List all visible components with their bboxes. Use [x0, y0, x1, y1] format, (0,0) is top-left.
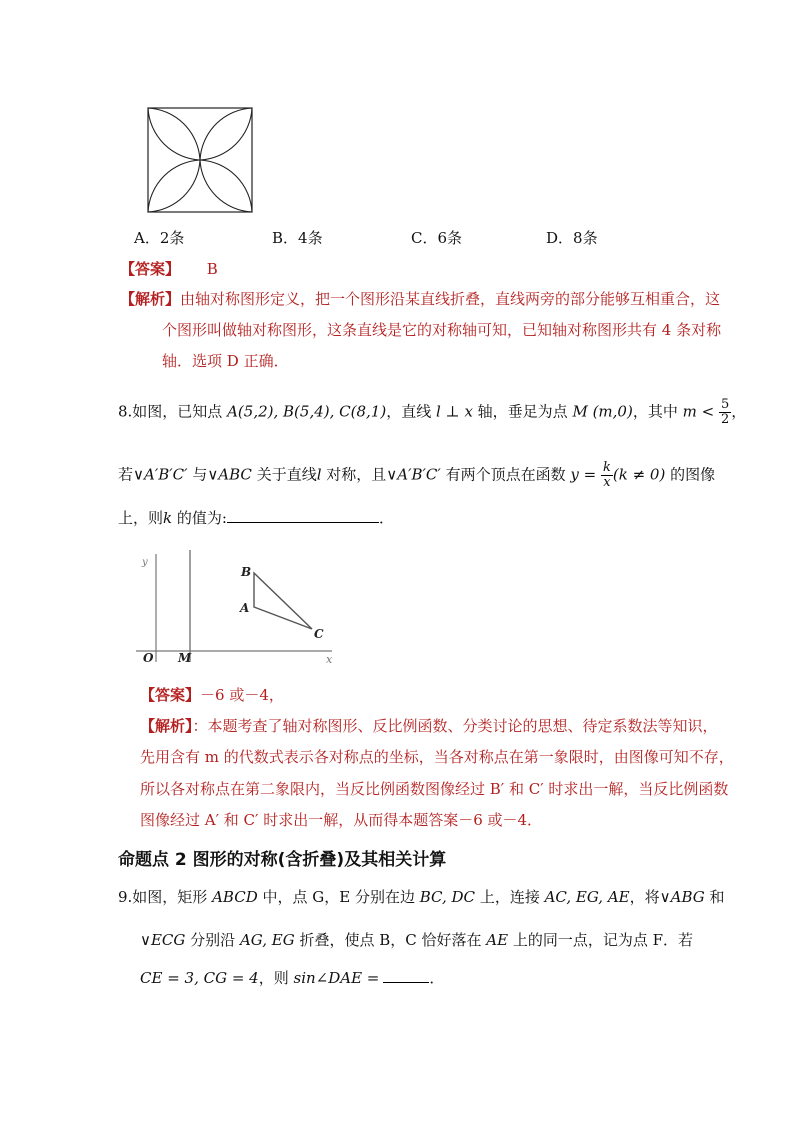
- petal-top-left: [148, 108, 200, 160]
- analysis-tag: 【解析】: [140, 717, 193, 735]
- q8-analysis-line-1: [140, 716, 718, 736]
- q8-line-3: [118, 508, 394, 528]
- q8-line-2: [118, 461, 715, 490]
- q8-text: 有两个顶点在函数: [440, 465, 571, 484]
- label-y: y: [142, 557, 148, 568]
- q7-answer: [120, 259, 218, 279]
- q8-m-condition: m <: [682, 402, 715, 421]
- fraction-denominator: 2: [720, 412, 730, 427]
- q8-text: 对称，且∨: [321, 465, 398, 484]
- q8-triangle-prime: A′B′C′: [397, 465, 441, 484]
- q7-option-d: D．8条: [546, 229, 598, 247]
- q9-text: 和: [704, 888, 725, 906]
- q8-text: 轴，垂足为点: [472, 402, 573, 421]
- q8-triangle-prime: A′B′C′: [143, 465, 188, 484]
- q8-perp-symbol: ⊥: [440, 402, 465, 421]
- q8-answer: [140, 685, 284, 705]
- q8-analysis-line-4: 图像经过 A′ 和 C′ 时求出一解，从而得本题答案－6 或－4．: [140, 811, 543, 829]
- fraction-denominator: x: [603, 475, 611, 490]
- q9-text: ，则: [258, 969, 294, 987]
- petal-bottom-right: [200, 160, 252, 212]
- q9-fold-lines: AG, EG: [239, 931, 295, 949]
- q8-analysis-line-3: 所以各对称点在第二象限内，当反比例函数图像经过 B′ 和 C′ 时求出一解，当反比例函数: [140, 780, 729, 798]
- q9-text: ，将∨: [629, 888, 671, 906]
- label-x: x: [326, 653, 333, 666]
- q8-function-y: y =: [570, 465, 597, 484]
- q8-k-condition: (k ≠ 0): [612, 465, 666, 484]
- q8-text: 关于直线: [251, 465, 317, 484]
- q8-text: 8.如图，已知点: [118, 402, 228, 421]
- q8-coordinate-figure: [128, 548, 348, 670]
- q9-text: ．: [429, 969, 445, 987]
- q9-rectangle: ABCD: [212, 888, 258, 906]
- flower-square-figure: [147, 107, 257, 217]
- q9-text: 折叠，使点 B，C 恰好落在: [294, 931, 487, 949]
- q8-line-1: [118, 398, 746, 427]
- q8-analysis-line-2: 先用含有 m 的代数式表示各对称点的坐标，当各对称点在第一象限时，由图像可知不存，: [140, 748, 734, 766]
- q9-given-lengths: CE = 3, CG = 4: [140, 969, 259, 987]
- triangle-abc: [254, 573, 312, 629]
- q7-analysis-line-2: 个图形叫做轴对称图形，这条直线是它的对称轴可知，已知轴对称图形共有 4 条对称: [162, 321, 722, 339]
- answer-tag: 【答案】: [140, 686, 201, 704]
- label-b: B: [241, 565, 252, 579]
- q7-option-c: C．6条: [411, 229, 463, 247]
- section-heading: 命题点 2 图形的对称(含折叠)及其相关计算: [118, 850, 447, 870]
- fraction-numerator: 5: [720, 397, 730, 412]
- q8-point-m: M (m,0): [572, 402, 633, 421]
- q9-triangle-abg: ABG: [670, 888, 705, 906]
- q8-text: 的值为:: [172, 509, 227, 527]
- q9-line-3: [140, 968, 444, 988]
- q9-line-2: [140, 930, 693, 950]
- label-c: C: [314, 627, 324, 641]
- q7-option-b: B．4条: [272, 229, 323, 247]
- q9-sides: BC, DC: [419, 888, 476, 906]
- q8-text: 的图像: [665, 465, 716, 484]
- q8-x: x: [464, 402, 473, 421]
- fraction-k-over-x: [601, 461, 613, 490]
- fraction-numerator: k: [602, 460, 611, 475]
- label-o: O: [143, 651, 154, 665]
- petal-top-right: [200, 108, 252, 160]
- q9-triangle-ecg: ECG: [150, 931, 186, 949]
- q8-text: ，其中: [632, 402, 683, 421]
- q9-text: 上，连接: [475, 888, 545, 906]
- analysis-tag: 【解析】: [120, 290, 181, 308]
- q8-k: k: [163, 509, 173, 527]
- q9-line-1: [118, 887, 725, 907]
- q8-triangle: ABC: [218, 465, 252, 484]
- answer-tag: 【答案】: [120, 260, 181, 278]
- fraction-five-halves: [719, 398, 731, 427]
- q9-segments: AC, EG, AE: [544, 888, 630, 906]
- q9-text: 上的同一点，记为点 F．若: [508, 931, 694, 949]
- petal-bottom-left: [148, 160, 200, 212]
- answer-blank[interactable]: [227, 508, 379, 523]
- q9-segment-ae: AE: [486, 931, 509, 949]
- q9-text: 分别沿: [185, 931, 240, 949]
- answer-value: －6 或－4，: [200, 686, 284, 704]
- q8-points: A(5,2), B(5,4), C(8,1): [227, 402, 387, 421]
- q9-text: 9.如图，矩形: [118, 888, 213, 906]
- q9-text: 中，点 G，E 分别在边: [257, 888, 420, 906]
- q8-text: 与∨: [187, 465, 219, 484]
- analysis-text: 由轴对称图形定义，把一个图形沿某直线折叠，直线两旁的部分能够互相重合，这: [180, 290, 721, 308]
- q7-analysis-line-3: 轴．选项 D 正确．: [162, 352, 289, 370]
- q8-text: ，直线: [386, 402, 436, 421]
- q8-line-l: l: [435, 402, 441, 421]
- q9-sine-expression: sin∠DAE =: [293, 969, 380, 987]
- label-m: M: [178, 651, 192, 665]
- q7-analysis-line-1: [120, 289, 720, 309]
- q8-text: 若∨: [118, 465, 144, 484]
- q7-option-a: A．2条: [134, 229, 185, 247]
- q8-text: 上，则: [118, 509, 164, 527]
- answer-blank[interactable]: [383, 968, 429, 983]
- q8-line-l: l: [316, 465, 322, 484]
- q9-text: ∨: [140, 931, 151, 949]
- analysis-text: ：本题考查了轴对称图形、反比例函数、分类讨论的思想、待定系数法等知识，: [192, 717, 718, 735]
- q8-text: ．: [378, 509, 394, 527]
- q8-text: ，: [731, 402, 747, 421]
- label-a: A: [240, 601, 250, 615]
- answer-value: B: [206, 260, 218, 278]
